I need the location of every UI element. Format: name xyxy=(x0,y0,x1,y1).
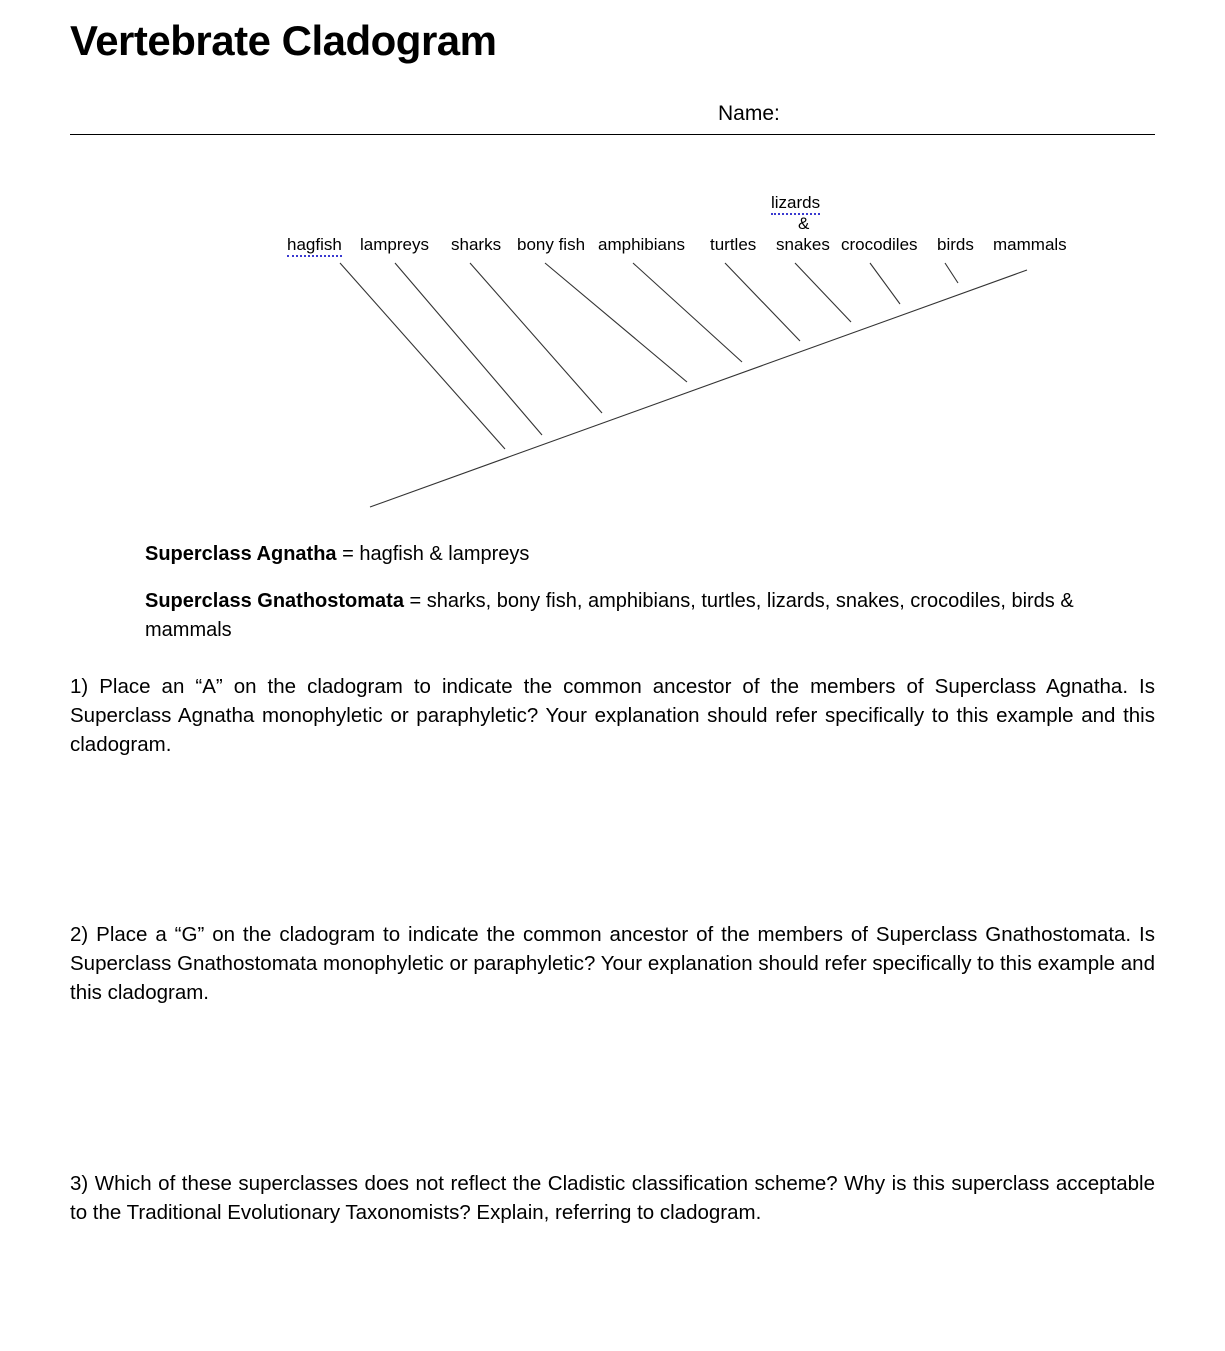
taxon-label-mammals: mammals xyxy=(993,235,1067,254)
taxon-label-snakes: snakes xyxy=(776,235,830,254)
taxon-label-bony-fish: bony fish xyxy=(517,235,586,254)
taxon-label-lampreys: lampreys xyxy=(360,235,429,254)
taxon-label-ampersand: & xyxy=(798,214,810,233)
superclass-definitions xyxy=(145,540,1095,663)
taxon-label-lizards: lizards xyxy=(771,193,820,213)
taxon-label-sharks: sharks xyxy=(451,235,502,254)
cladogram-lines xyxy=(255,175,1095,520)
taxon-label-hagfish: hagfish xyxy=(287,235,342,255)
name-field-row xyxy=(70,100,1155,135)
name-label: Name: xyxy=(718,102,780,125)
superclass-agnatha-members: = hagfish & lampreys xyxy=(336,543,530,565)
question-3: 3) Which of these superclasses does not reflect the Cladistic classification scheme? Why is this superclass acceptable to the Traditional Evolutionary Taxonomists? Explain, referring to cladogram. xyxy=(70,1172,1155,1225)
taxon-label-amphibians: amphibians xyxy=(598,235,685,254)
question-2: 2) Place a “G” on the cladogram to indicate the common ancestor of the members of Superclass Gnathostomata. Is Superclass Gnathostomata monophyletic or paraphyletic? Your explanation should refer specifically to this example and this cladogram. xyxy=(70,923,1155,1005)
question-1: 1) Place an “A” on the cladogram to indicate the common ancestor of the members of Superclass Agnatha. Is Superclass Agnatha monophyletic or paraphyletic? Your explanation should refer specifically to this example and this cladogram. xyxy=(70,675,1155,757)
superclass-gnathostomata-name: Superclass Gnathostomata xyxy=(145,590,404,612)
taxon-label-crocodiles: crocodiles xyxy=(841,235,918,254)
taxon-label-birds: birds xyxy=(937,235,974,254)
cladogram-diagram xyxy=(255,175,1095,520)
taxon-label-turtles: turtles xyxy=(710,235,757,254)
page-title: Vertebrate Cladogram xyxy=(70,17,497,64)
superclass-gnathostomata-line xyxy=(145,587,1095,645)
superclass-agnatha-line xyxy=(145,540,1095,569)
superclass-gnathostomata-members: = sharks, bony fish, amphibians, turtles, lizards, snakes, crocodiles, birds & mammals xyxy=(145,590,1074,641)
superclass-agnatha-name: Superclass Agnatha xyxy=(145,543,337,565)
